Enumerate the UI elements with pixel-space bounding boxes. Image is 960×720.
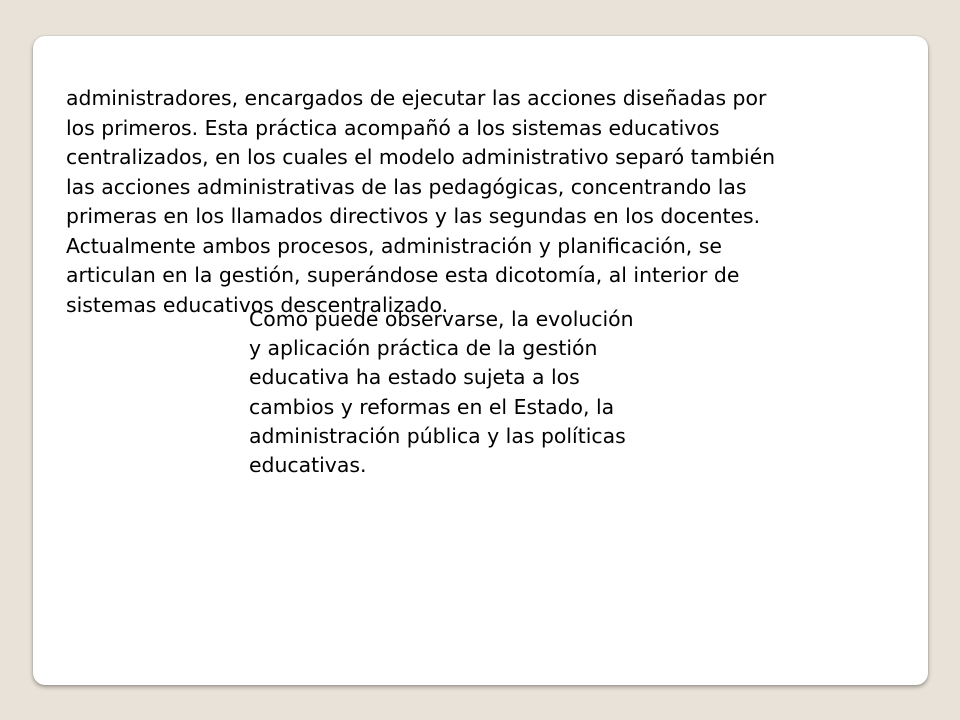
second-paragraph: Como puede observarse, la evolución y aplicación práctica de la gestión educativa ha estado sujeta a los cambios y reformas en el Estado, la administración pública y las políticas educativas. bbox=[249, 307, 634, 478]
main-paragraph: administradores, encargados de ejecutar las acciones diseñadas por los primeros. Esta práctica acompañó a los sistemas educativos centralizados, en los cuales el modelo administrativo separó también las acciones administrativas de las pedagógicas, concentrando las primeras en los llamados directivos y las segundas en los docentes. Actualmente ambos procesos, administración y planificación, se articulan en la gestión, superándose esta dicotomía, al interior de sistemas educativos descentralizado. bbox=[66, 86, 776, 317]
